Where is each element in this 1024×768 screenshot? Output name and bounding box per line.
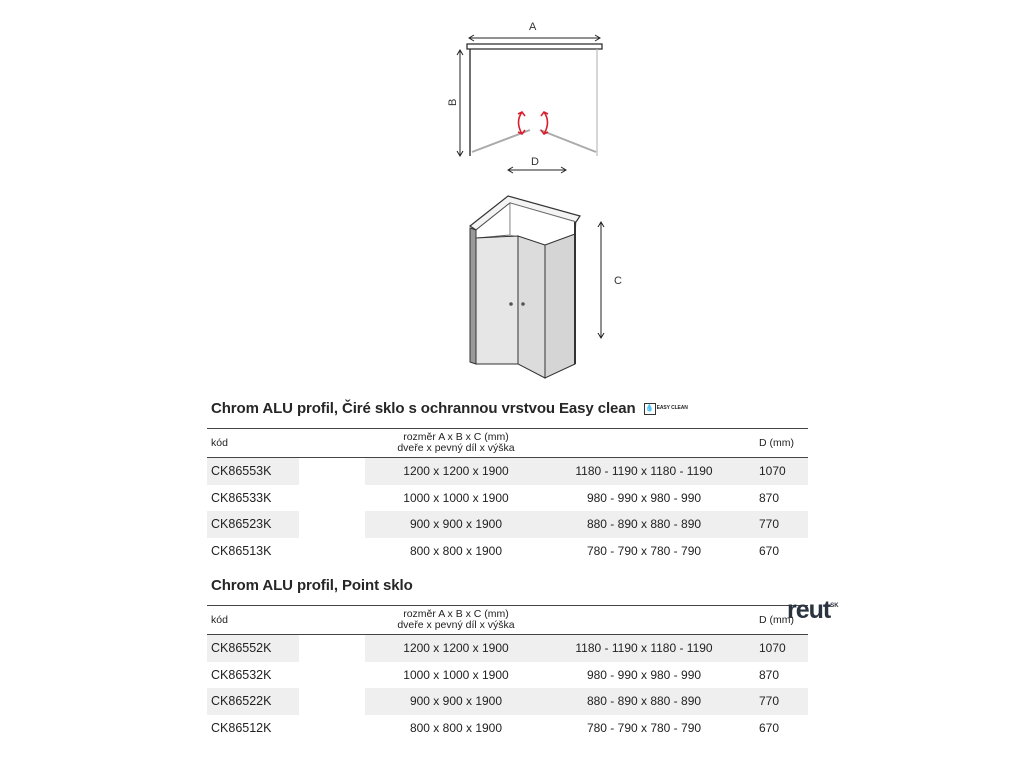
right-door-panel [545,234,575,378]
header-d: D (mm) [741,429,808,458]
spec-table-1 [207,428,808,564]
table-header [207,606,808,635]
row-range: 980 - 990 x 980 - 990 [586,667,702,682]
row-dims: 800 x 800 x 1900 [409,543,503,558]
header-dims-line2: dveře x pevný díl x výška [397,442,515,454]
section2-title [211,577,413,594]
row-code: CK86523K [207,511,299,538]
table-row [207,662,808,689]
section1-title-text: Chrom ALU profil, Čiré sklo s ochrannou vrstvou Easy clean [211,400,636,417]
row-dims: 900 x 900 x 1900 [365,688,547,715]
reut-logo-suffix: SK [830,602,839,609]
row-range: 880 - 890 x 880 - 890 [547,511,741,538]
row-d: 770 [741,688,808,715]
perspective-diagram [470,196,622,378]
table-header [207,429,808,458]
table-row [207,715,808,742]
header-dims-line1: rozměr A x B x C (mm) [403,608,509,620]
header-code: kód [207,606,299,635]
row-d: 870 [759,667,780,682]
row-code: CK86532K [211,667,272,682]
row-dims: 800 x 800 x 1900 [409,720,503,735]
row-d: 670 [759,720,780,735]
row-d: 870 [759,490,780,505]
row-range: 880 - 890 x 880 - 890 [547,688,741,715]
table-row [207,485,808,512]
dimension-d-label: D [531,156,539,168]
row-range: 780 - 790 x 780 - 790 [586,720,702,735]
top-wall [467,44,602,49]
row-range: 780 - 790 x 780 - 790 [586,543,702,558]
swing-arrow-right-icon [544,112,548,134]
row-d: 770 [741,511,808,538]
row-code: CK86513K [211,543,272,558]
row-d: 1070 [741,635,808,662]
row-range: 1180 - 1190 x 1180 - 1190 [547,458,741,485]
table-row [207,511,808,538]
left-door-panel [476,236,518,364]
row-code: CK86553K [207,458,299,485]
reut-logo [787,596,839,625]
table-row [207,635,808,662]
row-dims: 1000 x 1000 x 1900 [403,667,509,682]
dimension-c-label: C [614,275,622,287]
top-view-diagram [447,21,602,173]
table-row [207,538,808,565]
door-right-line [540,130,596,152]
header-code: kód [207,429,299,458]
row-dims: 1000 x 1000 x 1900 [403,490,509,505]
header-dims [365,429,547,458]
row-code: CK86512K [211,720,272,735]
header-d: D (mm) [741,606,808,635]
dimension-b-label: B [447,98,459,106]
row-code: CK86533K [211,490,272,505]
header-dims-line1: rozměr A x B x C (mm) [403,431,509,443]
row-dims: 1200 x 1200 x 1900 [365,458,547,485]
header-dims [365,606,547,635]
swing-arrow-left-icon [519,112,523,134]
table-row [207,458,808,485]
row-range: 1180 - 1190 x 1180 - 1190 [547,635,741,662]
dimension-a-label: A [529,21,537,33]
middle-door-panel [518,236,545,378]
row-dims: 1200 x 1200 x 1900 [365,635,547,662]
row-d: 670 [759,543,780,558]
water-drop-icon: 💧 [644,403,656,415]
section1-title [211,400,688,418]
row-d: 1070 [741,458,808,485]
header-dims-line2: dveře x pevný díl x výška [397,619,515,631]
row-code: CK86552K [207,635,299,662]
row-code: CK86522K [207,688,299,715]
row-dims: 900 x 900 x 1900 [365,511,547,538]
table-row [207,688,808,715]
spec-table-2 [207,605,808,741]
door-handle-left [509,302,513,306]
easy-clean-badge [644,400,688,417]
row-range: 980 - 990 x 980 - 990 [586,490,702,505]
section2-title-text: Chrom ALU profil, Point sklo [211,577,413,594]
reut-logo-text: reut [787,596,831,624]
easy-clean-badge-text: EASY CLEAN [656,405,688,412]
door-handle-right [521,302,525,306]
left-profile [470,228,476,364]
